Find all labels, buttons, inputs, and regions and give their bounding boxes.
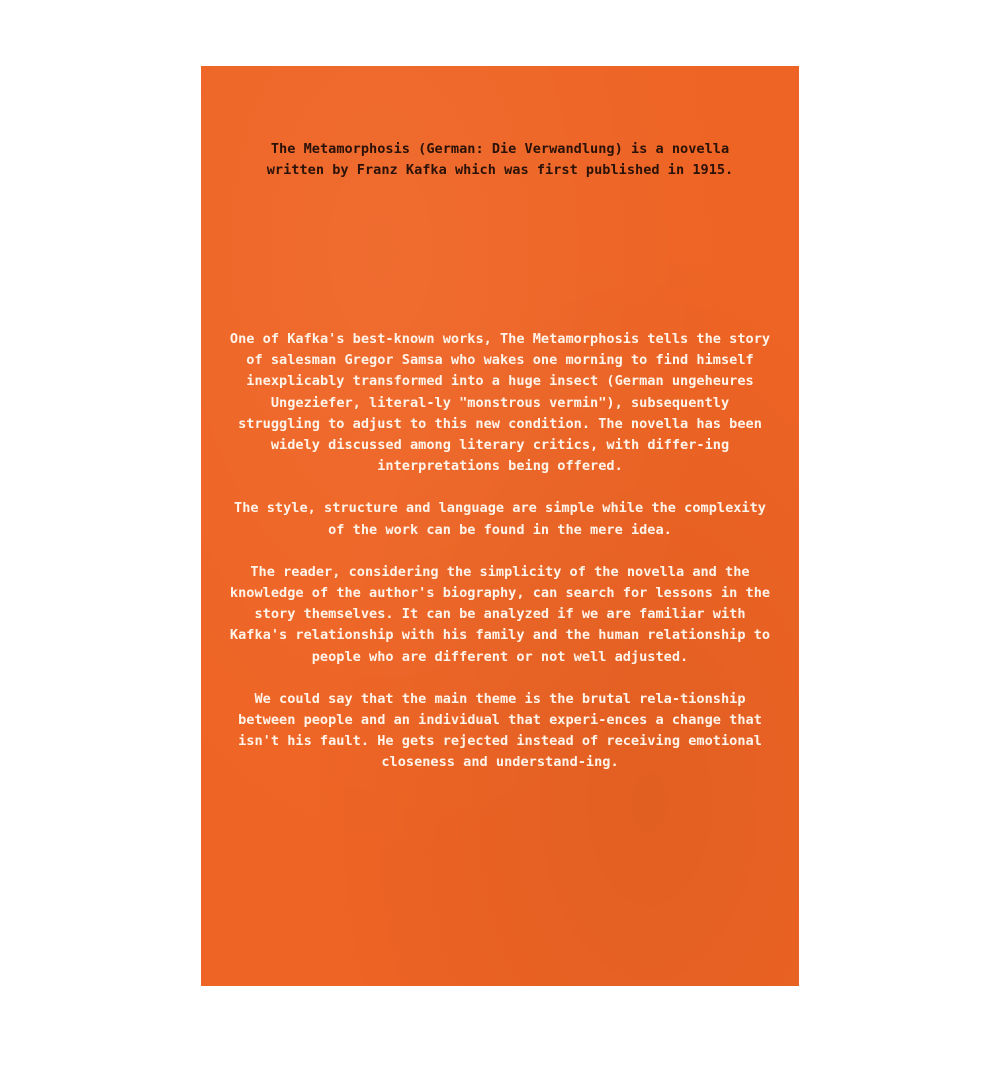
intro-paragraph: The Metamorphosis (German: Die Verwandlung) is a novella written by Franz Kafka which was first published in 1915. [266, 141, 734, 178]
paragraph-style: The style, structure and language are simple while the complexity of the work can be found in the mere idea. [234, 500, 766, 538]
paragraph-theme: We could say that the main theme is the brutal rela-tionship between people and an individual that experi-ences a change that isn't his fault. He gets rejected instead of receiving emotional closeness and understand-ing. [238, 690, 762, 771]
body-text [227, 329, 773, 795]
book-page [201, 66, 799, 986]
paragraph-summary: One of Kafka's best-known works, The Metamorphosis tells the story of salesman Gregor Samsa who wakes one morning to find himself inexplicably transformed into a huge insect (German ungeheures Ungeziefer, literal-ly "monstrous vermin"), subsequently struggling to adjust to this new condition. The novella has been widely discussed among literary critics, with differ-ing interpretations being offered. [229, 331, 771, 475]
paragraph-reader: The reader, considering the simplicity of the novella and the knowledge of the author's biography, can search for lessons in the story themselves. It can be analyzed if we are familiar with Kafka's relationship with his family and the human relationship to people who are different or not well adjusted. [229, 563, 771, 665]
